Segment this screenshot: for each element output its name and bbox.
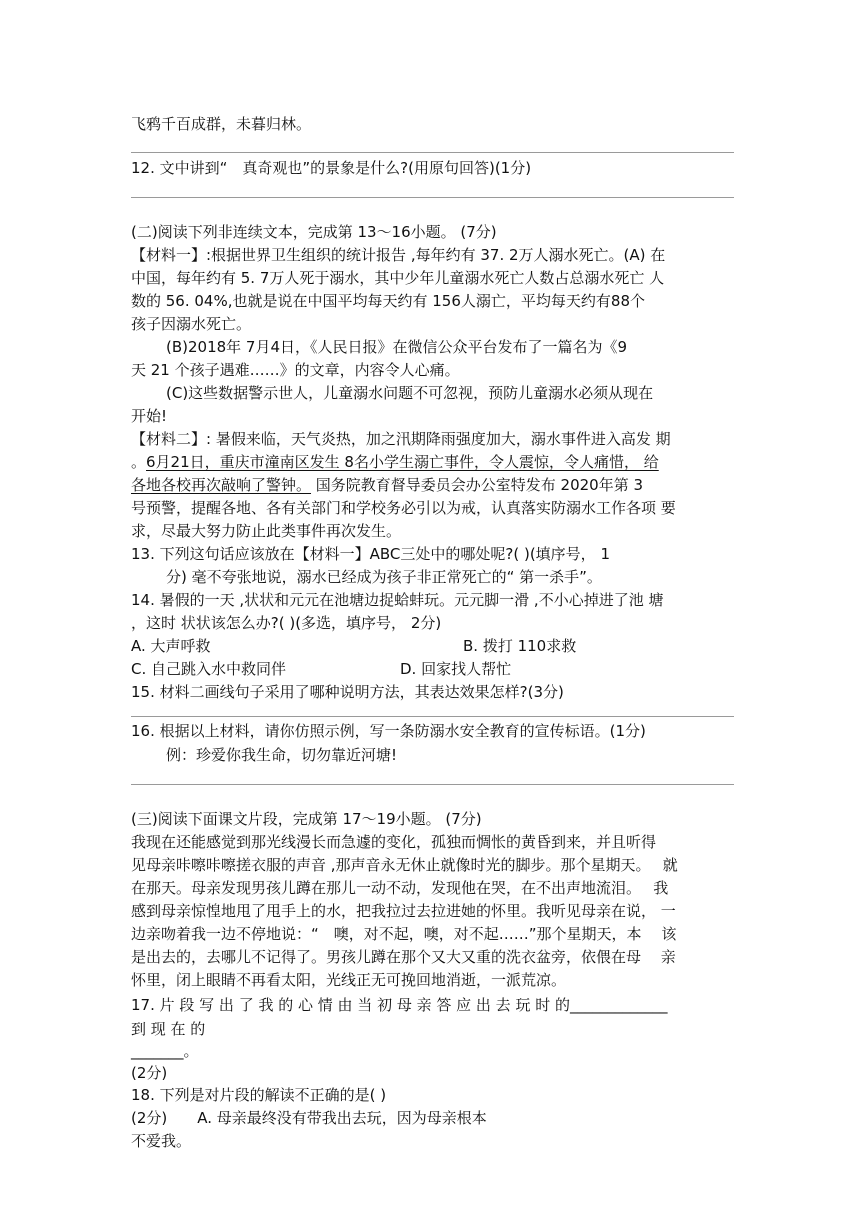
option-a: A. 大声呼救 — [131, 637, 211, 655]
excerpt-line: 感到母亲惊惶地甩了甩手上的水，把我拉过去拉进她的怀里。我听见母亲在说， 一 — [131, 902, 676, 920]
underlined-sentence: 各地各校再次敲响了警钟。 — [131, 476, 312, 494]
material-2-line — [131, 474, 643, 496]
material-1-line: (B)2018年 7月4日，《人民日报》在微信公众平台发布了一篇名为《9 — [166, 338, 628, 356]
passage-last-line: 飞鸦千百成群，未暮归林。 — [131, 115, 312, 133]
divider — [131, 152, 734, 153]
question-17-blank: _______。 — [131, 1042, 199, 1060]
question-18-option-a: (2分) A. 母亲最终没有带我出去玩，因为母亲根本 — [131, 1109, 487, 1127]
punctuation: 。 — [131, 453, 147, 471]
material-2-line: 号预警，提醒各地、各有关部门和学校务必引以为戒，认真落实防溺水工作各项 要 — [131, 499, 676, 517]
excerpt-line: 我现在还能感觉到那光线漫长而急遽的变化，孤独而惆怅的黄昏到来，并且听得 — [131, 833, 657, 851]
material-2-line: 求，尽最大努力防止此类事件再次发生。 — [131, 522, 402, 540]
material-1-line: 天 21 个孩子遇难……》的文章，内容令人心痛。 — [131, 361, 460, 379]
question-13: 13. 下列这句话应该放在【材料一】ABC三处中的哪处呢?( )(填序号， 1 — [131, 545, 610, 563]
material-1-line: (C)这些数据警示世人，儿童溺水问题不可忽视，预防儿童溺水必须从现在 — [166, 384, 654, 402]
answer-line — [131, 197, 734, 198]
question-17: 17. 片 段 写 出 了 我 的 心 情 由 当 初 母 亲 答 应 出 去 玩 时 的_____________ — [131, 996, 668, 1014]
material-1-line: 中国，每年约有 5. 7万人死于溺水，其中少年儿童溺水死亡人数占总溺水死亡 人 — [131, 269, 665, 287]
excerpt-line: 见母亲咔嚓咔嚓搓衣服的声音 ,那声音永无休止就像时光的脚步。那个星期天。 就 — [131, 856, 678, 874]
question-13-cont: 分) 毫不夸张地说，溺水已经成为孩子非正常死亡的“ 第一杀手”。 — [166, 568, 602, 586]
underlined-sentence: 6月21日，重庆市潼南区发生 8名小学生溺亡事件，令人震惊，令人痛惜， 给 — [146, 453, 659, 471]
material-1-line: 开始! — [131, 407, 168, 425]
section-2-heading: (二)阅读下列非连续文本，完成第 13～16小题。 (7分) — [131, 223, 497, 241]
section-3-heading: (三)阅读下面课文片段，完成第 17～19小题。 (7分) — [131, 810, 482, 828]
material-2-line — [131, 451, 659, 473]
question-15: 15. 材料二画线句子采用了哪种说明方法，其表达效果怎样?(3分) — [131, 683, 564, 701]
option-c: C. 自己跳入水中救同伴 — [131, 660, 287, 678]
question-18: 18. 下列是对片段的解读不正确的是( ) — [131, 1086, 387, 1104]
excerpt-line: 边亲吻着我一边不停地说：“ 噢，对不起，噢，对不起……”那个星期天，本 该 — [131, 925, 677, 943]
question-14: 14. 暑假的一天 ,状状和元元在池塘边捉蛤蚌玩。元元脚一滑 ,不小心掉进了池 塘 — [131, 591, 664, 609]
text: 国务院教育督导委员会办公室特发布 2020年第 3 — [311, 476, 644, 494]
question-18-option-a-cont: 不爱我。 — [131, 1132, 192, 1150]
question-17-cont: 到 现 在 的 — [131, 1020, 206, 1038]
question-17-score: (2分) — [131, 1064, 168, 1082]
answer-line — [131, 716, 734, 717]
material-1-line: 【材料一】:根据世界卫生组织的统计报告 ,每年约有 37. 2万人溺水死亡。(A) 在 — [131, 246, 666, 264]
question-16-example: 例：珍爱你我生命，切勿靠近河塘! — [166, 746, 398, 764]
question-16: 16. 根据以上材料，请你仿照示例，写一条防溺水安全教育的宣传标语。(1分) — [131, 722, 646, 740]
question-12: 12. 文中讲到“ 真奇观也”的景象是什么?(用原句回答)(1分) — [131, 159, 532, 177]
option-d: D. 回家找人帮忙 — [400, 660, 512, 678]
excerpt-line: 是出去的，去哪儿不记得了。男孩儿蹲在那个又大又重的洗衣盆旁，依偎在母 亲 — [131, 948, 676, 966]
excerpt-line: 怀里，闭上眼睛不再看太阳，光线正无可挽回地消逝，一派荒凉。 — [131, 971, 567, 989]
material-2-line: 【材料二】: 暑假来临，天气炎热，加之汛期降雨强度加大，溺水事件进入高发 期 — [131, 430, 671, 448]
excerpt-line: 在那天。母亲发现男孩儿蹲在那儿一动不动，发现他在哭，在不出声地流泪。 我 — [131, 879, 669, 897]
option-b: B. 拨打 110求救 — [463, 637, 577, 655]
question-14-cont: ，这时 状状该怎么办?( )(多选，填序号， 2分) — [131, 614, 442, 632]
material-1-line: 数的 56. 04%,也就是说在中国平均每天约有 156人溺亡，平均每天约有88个 — [131, 292, 645, 310]
material-1-line: 孩子因溺水死亡。 — [131, 315, 252, 333]
answer-line — [131, 784, 734, 785]
